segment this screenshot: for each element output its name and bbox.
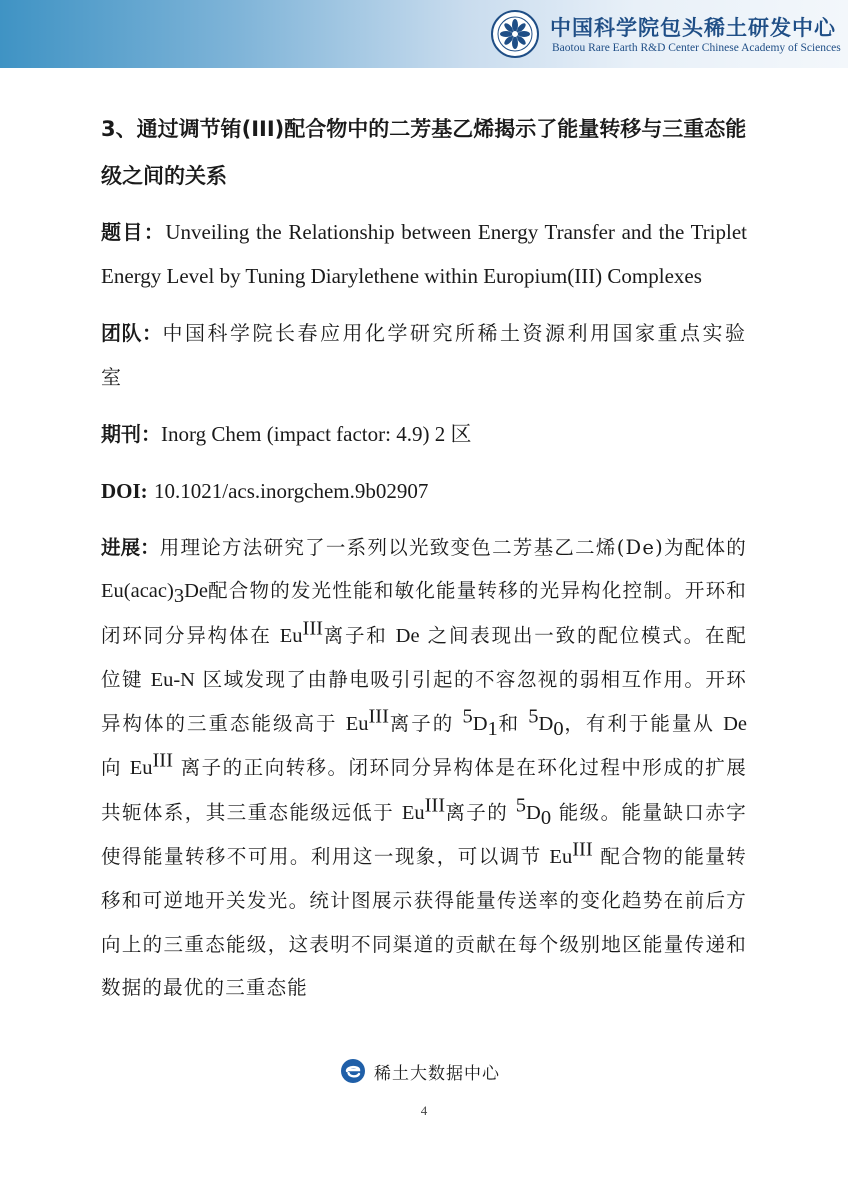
article-body <box>101 106 747 1009</box>
eu-superscript: III <box>152 749 173 772</box>
progress-text: 离子的正向转移。闭环同分异构体是在环化过程中形成的扩展共轭体系，其三重态能级远低于 <box>101 756 747 824</box>
footer-brand-text: 稀土大数据中心 <box>374 1063 500 1084</box>
progress-text: 离子的 <box>445 800 509 824</box>
level-symbol: D <box>526 801 541 824</box>
brand-name-cn: 中国科学院包头稀土研发中心 <box>550 15 836 40</box>
progress-label: 进展： <box>101 536 160 559</box>
doi-field <box>101 469 747 513</box>
team-field <box>101 311 747 399</box>
journal-label: 期刊： <box>101 422 161 446</box>
progress-text: 能级。能量缺口赤字使得能量转移不可用。利用这一现象，可以调节 <box>101 800 747 869</box>
progress-text: 向 <box>101 756 122 780</box>
de-symbol: De <box>395 624 420 647</box>
eu-symbol: Eu <box>279 624 303 647</box>
doi-value: 10.1021/acs.inorgchem.9b02907 <box>154 479 429 503</box>
bond-symbol: Eu-N <box>150 668 195 691</box>
doi-label: DOI: <box>101 479 148 503</box>
progress-text: ， <box>563 712 586 736</box>
level-subscript: 0 <box>553 718 564 741</box>
progress-subscript: 3 <box>173 585 185 608</box>
cas-logo-icon <box>491 10 539 58</box>
eu-superscript: III <box>368 705 389 728</box>
article-title: 3、通过调节铕(III)配合物中的二芳基乙烯揭示了能量转移与三重态能级之间的关系 <box>101 117 747 188</box>
eu-symbol: Eu <box>549 846 573 869</box>
level-subscript: 0 <box>540 806 552 829</box>
topic-label: 题目： <box>101 220 166 244</box>
eu-symbol: Eu <box>129 757 153 780</box>
footer-brand <box>340 1057 500 1085</box>
progress-text: 用理论方法研究了一系列以光致变色二芳基乙二烯(De)为配体的 <box>159 536 747 559</box>
level-symbol: D <box>538 713 554 736</box>
team-label: 团队： <box>101 321 163 345</box>
level-superscript: 5 <box>528 705 539 728</box>
progress-formula: De <box>184 580 208 603</box>
progress-field <box>101 526 747 1009</box>
eu-superscript: III <box>302 617 323 640</box>
level-superscript: 5 <box>462 705 473 728</box>
eu-symbol: Eu <box>401 801 425 824</box>
progress-formula: Eu(acac) <box>101 580 174 603</box>
progress-text: 区域发现了由静电吸引引起的不容忽视的弱相互作用。开环异构体的三重态能级高于 <box>101 667 748 736</box>
journal-value: Inorg Chem (impact factor: 4.9) 2 区 <box>161 422 472 446</box>
big-data-logo-icon <box>340 1058 366 1084</box>
progress-text: 离子和 <box>322 623 388 647</box>
team-value: 中国科学院长春应用化学研究所稀土资源利用国家重点实验室 <box>101 321 747 389</box>
progress-text: 有利于能量从 <box>585 712 715 736</box>
progress-text: 配合物的能量转移和可逆地开关发光。统计图展示获得能量传送率的变化趋势在前后方向上的三重态能级，这表明不同渠道的贡献在每个级别地区能量传递和数据的最优的三重态能 <box>101 845 747 999</box>
journal-field <box>101 412 747 456</box>
topic-field <box>101 210 747 298</box>
progress-text: 配合物的发光性能和敏化能量转移的光异构化控制。开环和闭环同分异构体在 <box>101 579 747 647</box>
eu-superscript: III <box>424 794 446 817</box>
level-superscript: 5 <box>515 794 527 817</box>
level-symbol: D <box>472 713 488 736</box>
topic-value: Unveiling the Relationship between Energy Transfer and the Triplet Energy Level by Tuning Diarylethene within Europium(III) Complexes <box>101 220 747 288</box>
de-symbol: De <box>723 713 748 736</box>
eu-symbol: Eu <box>345 713 369 736</box>
page-number: 4 <box>420 1103 428 1118</box>
brand-name-en: Baotou Rare Earth R&D Center Chinese Academy of Sciences <box>552 42 841 54</box>
progress-text: 离子的 <box>388 712 455 736</box>
eu-superscript: III <box>572 838 593 861</box>
progress-text: 和 <box>497 712 521 736</box>
level-subscript: 1 <box>487 718 498 741</box>
progress-text: 之间表现出一致的配位模式。在配位键 <box>101 623 747 691</box>
